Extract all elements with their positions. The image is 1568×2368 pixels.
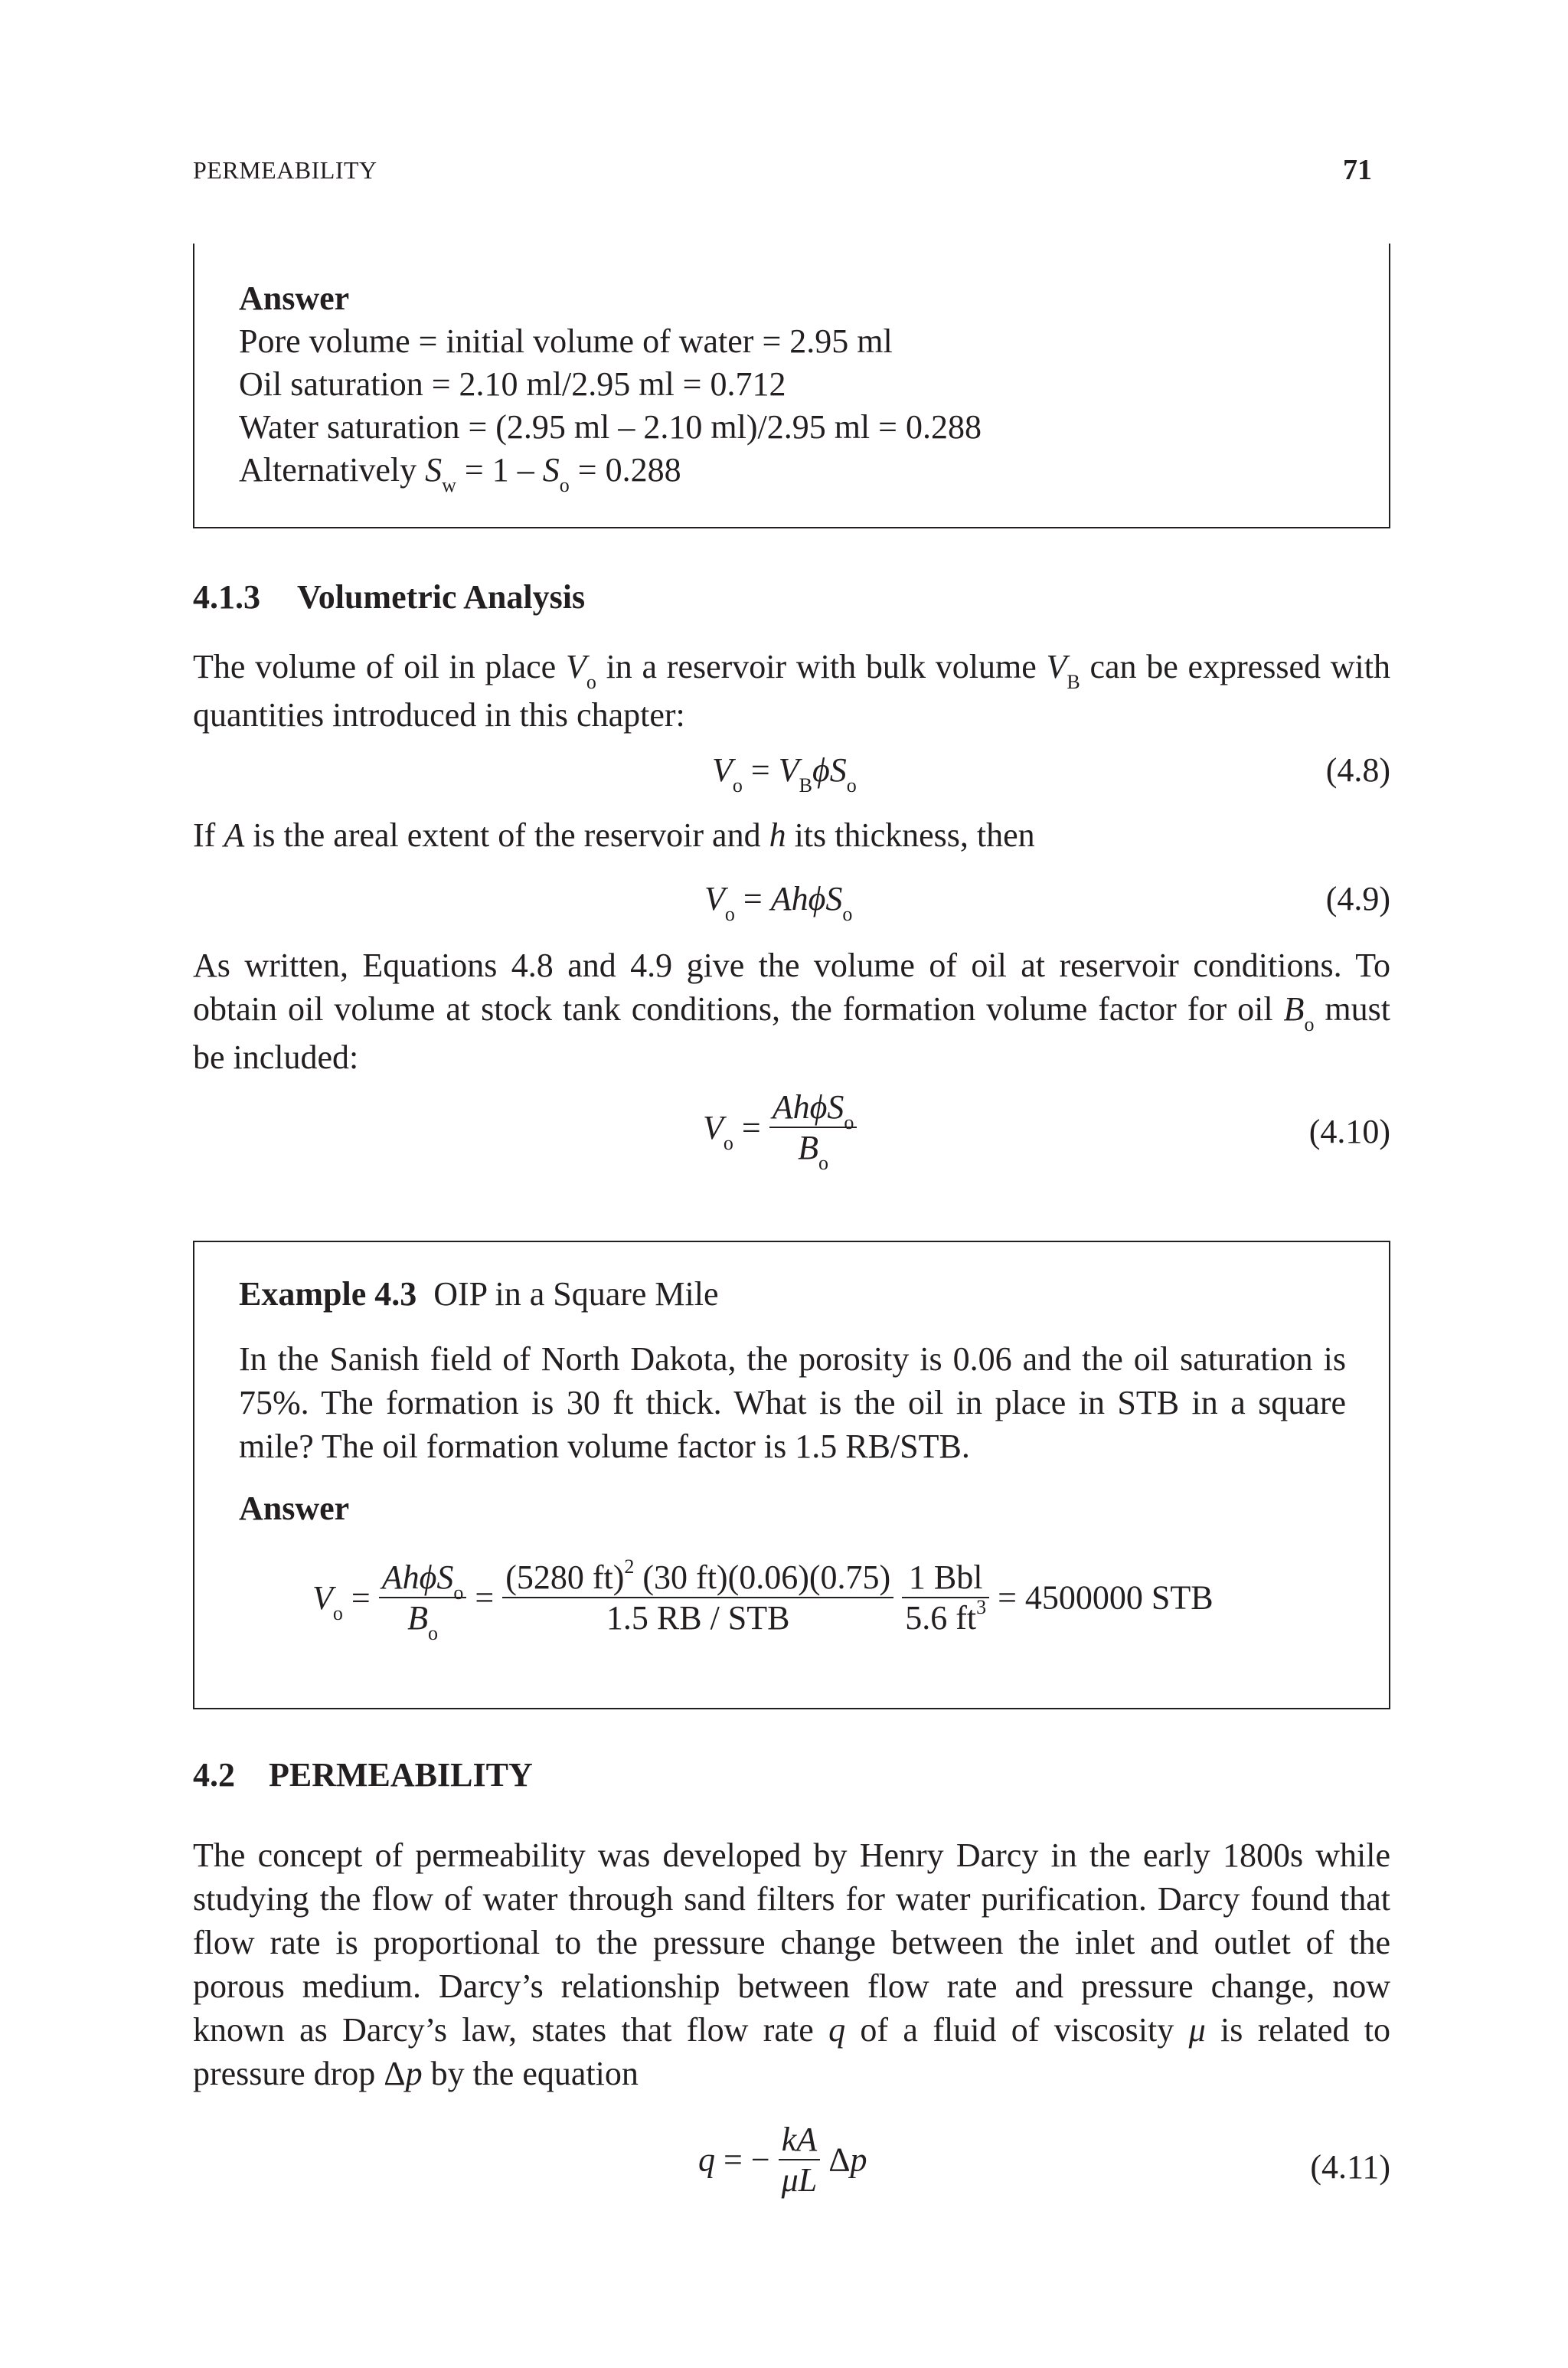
page-number: 71	[1343, 154, 1372, 186]
paragraph-darcy: The concept of permeability was developed by Henry Darcy in the early 1800s while studying the flow of water through sand filters for water purification. Darcy found that flow rate is proportional to the pressure change between the inlet and outlet of the porous medium. Darcy’s relationship between flow rate and pressure change, now known as Darcy’s law, states that flow rate q of a fluid of viscosity μ is related to pressure drop Δp by the equation	[193, 1837, 1390, 2092]
equation-4-9: $V_o = Ah\phi S_o$	[704, 880, 853, 925]
answer-heading: Answer	[239, 280, 350, 317]
example-answer-heading: Answer	[239, 1490, 350, 1527]
running-title: PERMEABILITY	[193, 156, 377, 184]
example-title: Example 4.3 OIP in a Square Mile	[239, 1275, 719, 1313]
section-heading-413: 4.1.3 Volumetric Analysis	[193, 578, 586, 616]
section-heading-42: 4.2 PERMEABILITY	[193, 1756, 533, 1794]
paragraph-areal-extent: If A is the areal extent of the reservoir and h its thickness, then	[193, 816, 1035, 854]
example-text: In the Sanish field of North Dakota, the porosity is 0.06 and the oil saturation is 75%. The formation is 30 ft thick. What is the oil in place in STB in a square mile? The oil formation volume factor is 1.5 RB/STB.	[239, 1340, 1346, 1465]
equation-4-8: $V_o = V_B\phi S_o$	[712, 751, 857, 796]
equation-number-4-8: (4.8)	[1325, 751, 1390, 789]
paragraph-volume-oil: The volume of oil in place $V_o$ in a reservoir with bulk volume $V_B$ can be expressed with quantities introduced in this chapter:	[193, 648, 1390, 734]
answer-line-2: Oil saturation = 2.10 ml/2.95 ml = 0.712	[239, 365, 786, 403]
answer-line-3: Water saturation = (2.95 ml – 2.10 ml)/2.95 ml = 0.288	[239, 408, 982, 446]
equation-number-4-10: (4.10)	[1308, 1113, 1390, 1150]
equation-4-11: q = − $\frac{kA}{\mu L}$ Δp	[698, 2121, 867, 2199]
answer-line-4: Alternatively $S_w = 1 - S_o = 0.288$	[239, 451, 681, 496]
answer-line-1: Pore volume = initial volume of water = 2.95 ml	[239, 322, 893, 360]
equation-number-4-9: (4.9)	[1325, 880, 1390, 917]
example-equation: $V_o$ = $\frac{Ah\phi S_o}{B_o}$ = $\frac{(5280 ft)^2 (30 ft)(0.06)(0.75)}{\text{1.5 RB / STB}}$ $\frac{\text{1 Bbl}}{5.6 ft^3}$ = 4500000 STB	[312, 1555, 1214, 1644]
paragraph-stock-tank: As written, Equations 4.8 and 4.9 give the volume of oil at reservoir conditions. To obtain oil volume at stock tank conditions, the formation volume factor for oil $B_o$ must be included:	[193, 947, 1390, 1076]
equation-4-10: $V_o$ = $\frac{Ah\phi S_o}{B_o}$	[703, 1088, 857, 1167]
equation-number-4-11: (4.11)	[1310, 2148, 1390, 2186]
